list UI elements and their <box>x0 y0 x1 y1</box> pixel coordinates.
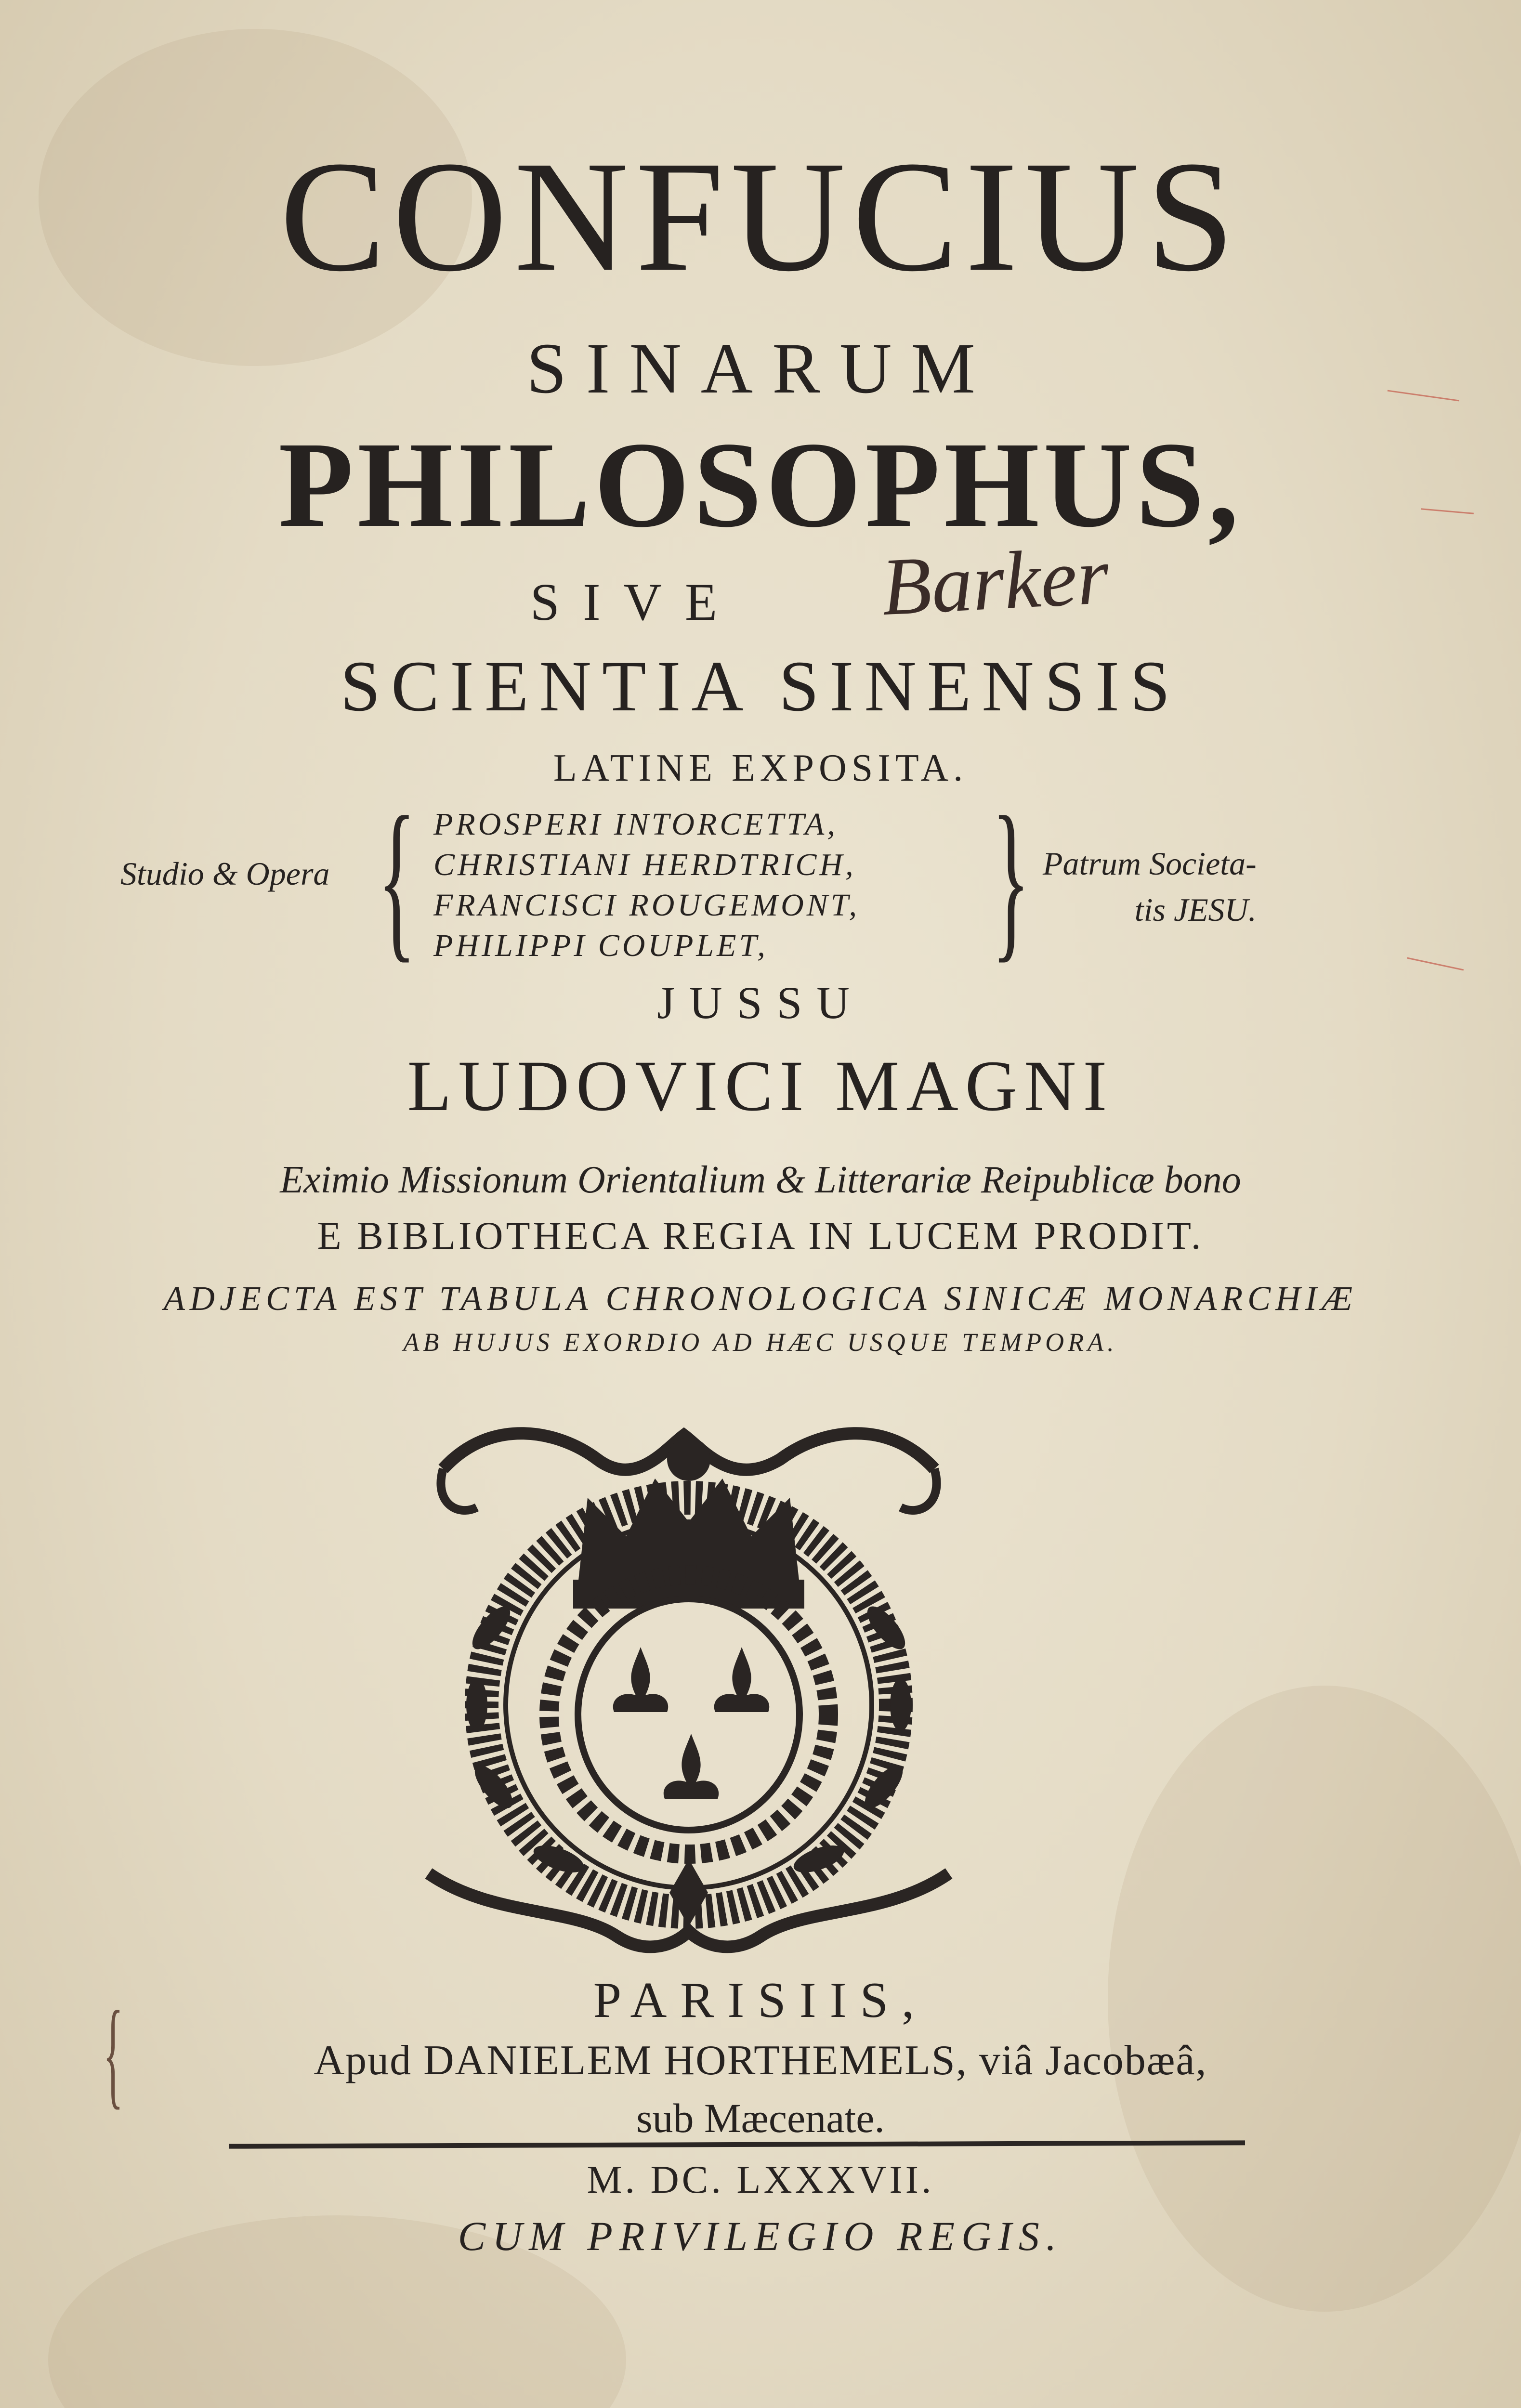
book-title: CONFUCIUS <box>279 129 1242 304</box>
owner-signature: Barker <box>879 530 1111 633</box>
word-jussu: JUSSU <box>657 977 864 1028</box>
ab-hujus-line: AB HUJUS EXORDIO AD HÆC USQUE TEMPORA. <box>403 1328 1118 1357</box>
side-bracket-mark: { <box>103 1987 123 2120</box>
red-pencil-mark <box>1407 957 1464 971</box>
subtitle-sinarum: SINARUM <box>526 328 995 408</box>
author-name: PROSPERI INTORCETTA, <box>433 807 838 842</box>
right-brace: } <box>991 780 1030 978</box>
ludovici-magni: LUDOVICI MAGNI <box>407 1046 1114 1126</box>
patrum-line: tis JESU. <box>1134 891 1257 928</box>
left-brace: { <box>377 780 416 978</box>
eximio-line: Eximio Missionum Orientalium & Litterariæ Reipublicæ bono <box>280 1159 1241 1201</box>
studio-opera-label: Studio & Opera <box>120 855 330 892</box>
author-name: CHRISTIANI HERDTRICH, <box>433 847 856 882</box>
subtitle-latine: LATINE EXPOSITA. <box>553 747 968 789</box>
bibliotheca-line: E BIBLIOTHECA REGIA IN LUCEM PRODIT. <box>317 1214 1204 1257</box>
patrum-societatis <box>1043 840 1257 933</box>
privilege-line: CUM PRIVILEGIO REGIS. <box>458 2213 1063 2259</box>
imprint-date: M. DC. LXXXVII. <box>587 2158 934 2201</box>
author-name: PHILIPPI COUPLET, <box>433 928 768 963</box>
imprint-rule <box>229 2140 1245 2148</box>
subtitle-philosophus: PHILOSOPHUS, <box>278 417 1243 553</box>
adjecta-line: ADJECTA EST TABULA CHRONOLOGICA SINICÆ MONARCHIÆ <box>163 1279 1358 1318</box>
imprint-sign: sub Mæcenate. <box>636 2095 885 2141</box>
royal-arms-emblem-icon <box>414 1377 963 1975</box>
author-list <box>433 804 860 966</box>
word-sive: SIVE <box>530 573 741 631</box>
imprint-place: PARISIIS, <box>593 1972 928 2028</box>
subtitle-scientia: SCIENTIA SINENSIS <box>340 646 1181 726</box>
author-name: FRANCISCI ROUGEMONT, <box>433 888 860 923</box>
imprint-publisher: Apud DANIELEM HORTHEMELS, viâ Jacobæâ, <box>314 2037 1207 2084</box>
patrum-line: Patrum Societa- <box>1043 845 1257 882</box>
